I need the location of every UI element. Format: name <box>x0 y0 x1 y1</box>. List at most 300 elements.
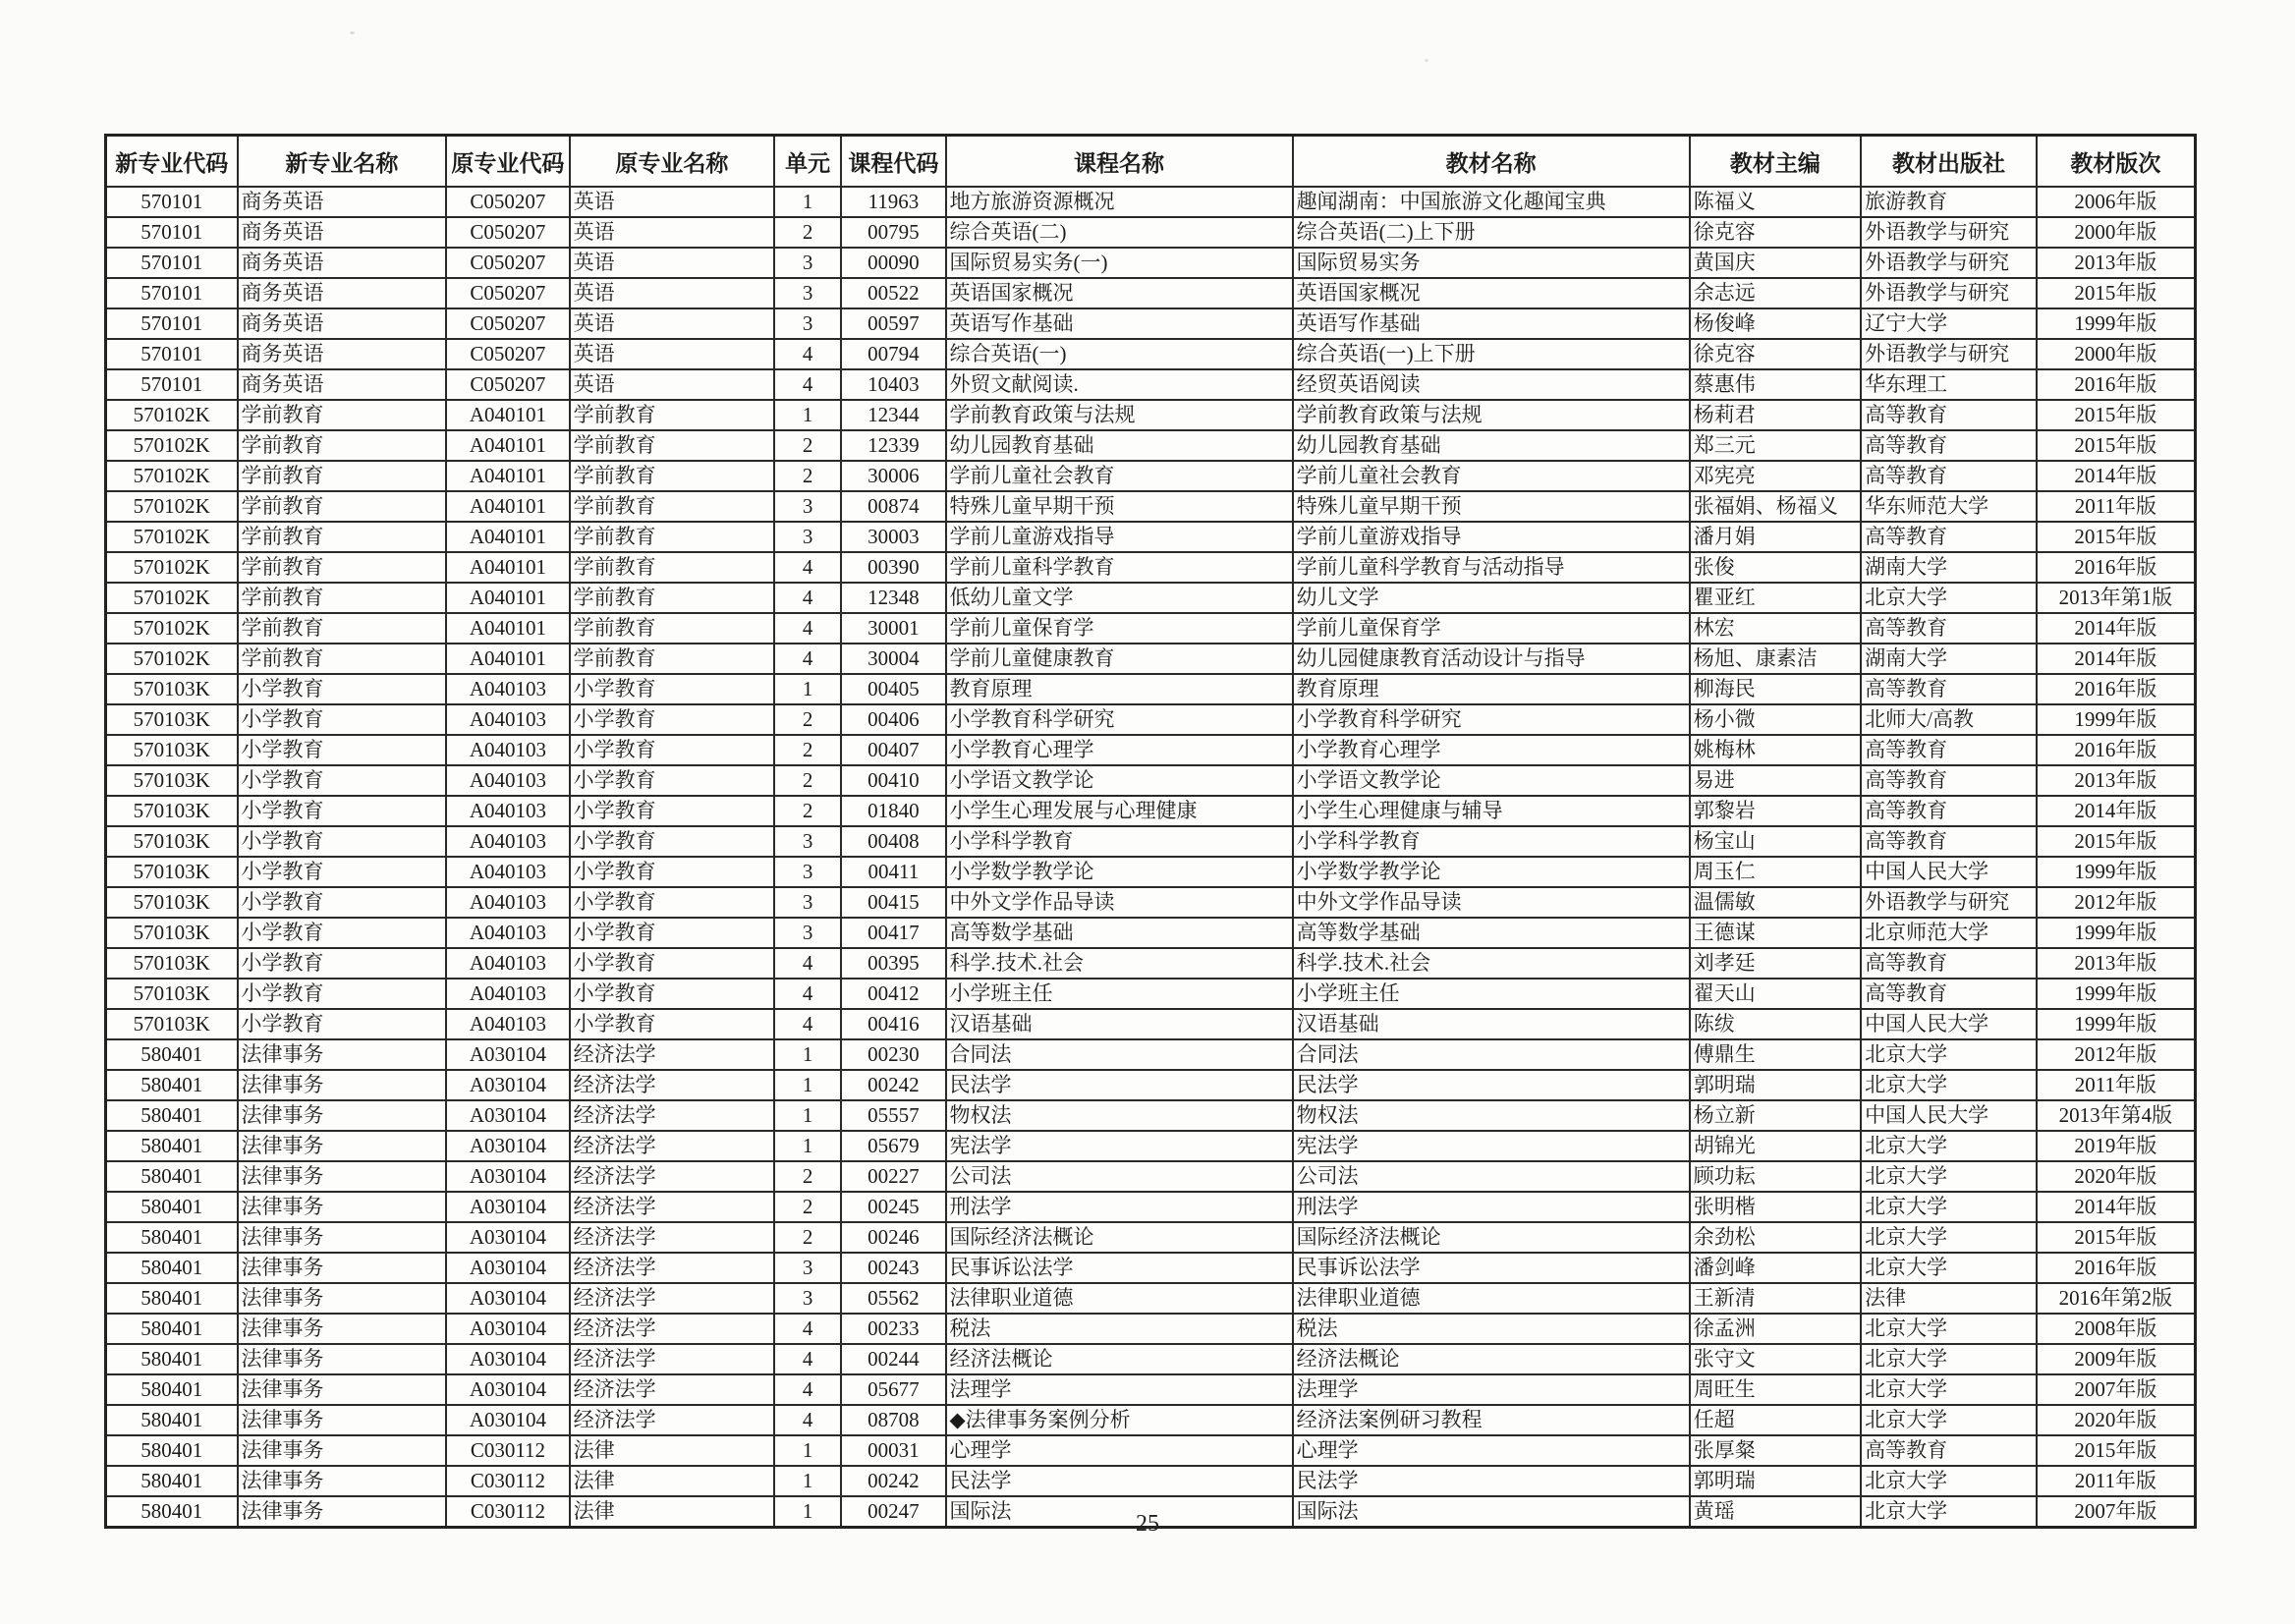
table-cell: 郭明瑞 <box>1690 1070 1861 1100</box>
table-cell: A040101 <box>446 522 569 552</box>
table-cell: A030104 <box>446 1161 569 1192</box>
table-cell: 法律事务 <box>238 1466 447 1496</box>
table-cell: 法律事务 <box>238 1314 447 1344</box>
header-row <box>106 136 2196 188</box>
table-cell: 2014年版 <box>2037 1192 2196 1222</box>
table-cell: 陈绂 <box>1690 1009 1861 1039</box>
table-cell: 00247 <box>841 1496 945 1528</box>
table-cell: ◆法律事务案例分析 <box>946 1405 1293 1435</box>
table-row <box>106 613 2196 644</box>
table-cell: 北京大学 <box>1861 1222 2037 1253</box>
table-cell: 湖南大学 <box>1861 552 2037 583</box>
table-cell: 30004 <box>841 644 945 674</box>
table-cell: 12344 <box>841 400 945 430</box>
table-cell: 580401 <box>106 1496 238 1528</box>
table-cell: 周旺生 <box>1690 1374 1861 1405</box>
table-cell: 2020年版 <box>2037 1161 2196 1192</box>
table-cell: 580401 <box>106 1100 238 1131</box>
table-cell: 王新清 <box>1690 1283 1861 1314</box>
table-cell: C030112 <box>446 1466 569 1496</box>
table-cell: 570103K <box>106 796 238 826</box>
table-cell: 林宏 <box>1690 613 1861 644</box>
table-cell: 2 <box>774 461 841 491</box>
table-row <box>106 918 2196 948</box>
table-cell: 1 <box>774 1100 841 1131</box>
table-cell: 法律 <box>570 1466 774 1496</box>
table-cell: A040103 <box>446 887 569 918</box>
table-cell: 学前教育 <box>570 644 774 674</box>
table-cell: 徐孟洲 <box>1690 1314 1861 1344</box>
table-cell: 杨立新 <box>1690 1100 1861 1131</box>
table-cell: 580401 <box>106 1192 238 1222</box>
table-cell: 570102K <box>106 491 238 522</box>
table-cell: 05677 <box>841 1374 945 1405</box>
table-cell: 570102K <box>106 522 238 552</box>
table-cell: 综合英语(一) <box>946 339 1293 369</box>
table-cell: 00246 <box>841 1222 945 1253</box>
table-cell: 公司法 <box>1293 1161 1690 1192</box>
table-cell: 税法 <box>946 1314 1293 1344</box>
table-cell: 3 <box>774 918 841 948</box>
table-cell: 2014年版 <box>2037 461 2196 491</box>
table-cell: 2016年版 <box>2037 552 2196 583</box>
table-cell: 3 <box>774 491 841 522</box>
table-cell: 00522 <box>841 278 945 308</box>
table-cell: 580401 <box>106 1161 238 1192</box>
table-cell: 物权法 <box>1293 1100 1690 1131</box>
table-cell: 英语 <box>570 308 774 339</box>
table-cell: 翟天山 <box>1690 979 1861 1009</box>
table-cell: 00395 <box>841 948 945 979</box>
table-cell: 4 <box>774 369 841 400</box>
table-cell: 学前教育政策与法规 <box>1293 400 1690 430</box>
table-cell: 经济法概论 <box>946 1344 1293 1374</box>
table-cell: 00406 <box>841 704 945 735</box>
table-cell: 2014年版 <box>2037 796 2196 826</box>
table-cell: 05679 <box>841 1131 945 1161</box>
table-cell: 00245 <box>841 1192 945 1222</box>
table-cell: 法律 <box>570 1435 774 1466</box>
table-cell: A040101 <box>446 644 569 674</box>
table-cell: 外贸文献阅读. <box>946 369 1293 400</box>
table-cell: 00410 <box>841 765 945 796</box>
table-cell: 国际法 <box>1293 1496 1690 1528</box>
table-cell: 高等教育 <box>1861 613 2037 644</box>
table-cell: 学前教育 <box>570 613 774 644</box>
table-cell: 学前儿童科学教育与活动指导 <box>1293 552 1690 583</box>
table-cell: 法律事务 <box>238 1100 447 1131</box>
table-cell: 570102K <box>106 613 238 644</box>
table-cell: 1999年版 <box>2037 1009 2196 1039</box>
table-cell: 高等教育 <box>1861 796 2037 826</box>
table-cell: 580401 <box>106 1131 238 1161</box>
table-row <box>106 1283 2196 1314</box>
table-cell: 心理学 <box>946 1435 1293 1466</box>
table-cell: 法律事务 <box>238 1039 447 1070</box>
table-cell: 中外文学作品导读 <box>1293 887 1690 918</box>
scan-speck <box>1425 59 1428 62</box>
table-cell: 北京大学 <box>1861 1161 2037 1192</box>
table-cell: A030104 <box>446 1192 569 1222</box>
table-cell: 学前儿童保育学 <box>946 613 1293 644</box>
table-cell: 高等教育 <box>1861 1435 2037 1466</box>
table-cell: 法律事务 <box>238 1435 447 1466</box>
table-cell: 经济法案例研习教程 <box>1293 1405 1690 1435</box>
table-cell: 经济法学 <box>570 1283 774 1314</box>
table-cell: 学前儿童科学教育 <box>946 552 1293 583</box>
table-row <box>106 187 2196 217</box>
table-cell: 小学教育 <box>238 674 447 704</box>
table-cell: 30001 <box>841 613 945 644</box>
table-cell: A040103 <box>446 735 569 765</box>
table-cell: 570101 <box>106 187 238 217</box>
table-cell: 幼儿园教育基础 <box>1293 430 1690 461</box>
table-cell: 英语 <box>570 248 774 278</box>
table-cell: 经济法学 <box>570 1100 774 1131</box>
table-row <box>106 552 2196 583</box>
table-row <box>106 674 2196 704</box>
table-cell: 旅游教育 <box>1861 187 2037 217</box>
table-cell: 1 <box>774 400 841 430</box>
table-cell: 民事诉讼法学 <box>1293 1253 1690 1283</box>
table-cell: 学前儿童社会教育 <box>946 461 1293 491</box>
table-cell: 2011年版 <box>2037 1466 2196 1496</box>
table-cell: 民法学 <box>1293 1070 1690 1100</box>
table-cell: A040103 <box>446 918 569 948</box>
table-cell: 经济法学 <box>570 1222 774 1253</box>
table-cell: 570101 <box>106 308 238 339</box>
table-row <box>106 491 2196 522</box>
table-cell: 00242 <box>841 1466 945 1496</box>
table-cell: A040101 <box>446 613 569 644</box>
table-cell: 2014年版 <box>2037 613 2196 644</box>
table-cell: 4 <box>774 1374 841 1405</box>
column-header: 教材出版社 <box>1861 136 2037 188</box>
table-cell: A040103 <box>446 704 569 735</box>
table-cell: 英语 <box>570 217 774 248</box>
table-cell: A040103 <box>446 857 569 887</box>
table-cell: 2011年版 <box>2037 491 2196 522</box>
table-cell: 2 <box>774 735 841 765</box>
table-cell: 经济法学 <box>570 1374 774 1405</box>
table-cell: 小学教育 <box>238 826 447 857</box>
table-cell: 小学教育 <box>238 704 447 735</box>
table-cell: 学前教育 <box>570 583 774 613</box>
table-cell: 潘月娟 <box>1690 522 1861 552</box>
table-cell: 小学教育 <box>238 857 447 887</box>
table-cell: 小学教育 <box>238 796 447 826</box>
table-cell: 2008年版 <box>2037 1314 2196 1344</box>
table-cell: 科学.技术.社会 <box>946 948 1293 979</box>
table-cell: 学前教育 <box>238 644 447 674</box>
table-cell: 中国人民大学 <box>1861 1009 2037 1039</box>
table-cell: 北京大学 <box>1861 1405 2037 1435</box>
column-header: 课程名称 <box>946 136 1293 188</box>
table-cell: 华东理工 <box>1861 369 2037 400</box>
table-cell: 小学教育 <box>570 1009 774 1039</box>
table-cell: 580401 <box>106 1374 238 1405</box>
table-cell: 教育原理 <box>1293 674 1690 704</box>
table-cell: 经济法学 <box>570 1253 774 1283</box>
table-cell: 2012年版 <box>2037 1039 2196 1070</box>
table-cell: 570102K <box>106 400 238 430</box>
table-cell: 2014年版 <box>2037 644 2196 674</box>
table-cell: 小学班主任 <box>1293 979 1690 1009</box>
table-cell: 2013年版 <box>2037 248 2196 278</box>
table-cell: 1999年版 <box>2037 857 2196 887</box>
table-cell: C050207 <box>446 339 569 369</box>
table-cell: 570102K <box>106 583 238 613</box>
table-cell: 小学教育 <box>238 765 447 796</box>
table-cell: 580401 <box>106 1314 238 1344</box>
table-cell: 商务英语 <box>238 217 447 248</box>
table-row <box>106 948 2196 979</box>
table-cell: 3 <box>774 1253 841 1283</box>
table-cell: 杨莉君 <box>1690 400 1861 430</box>
table-cell: 08708 <box>841 1405 945 1435</box>
table-cell: 2015年版 <box>2037 1222 2196 1253</box>
table-cell: C050207 <box>446 248 569 278</box>
table-cell: 4 <box>774 979 841 1009</box>
table-cell: 英语 <box>570 339 774 369</box>
table-cell: 地方旅游资源概况 <box>946 187 1293 217</box>
table-cell: 国际经济法概论 <box>946 1222 1293 1253</box>
table-cell: 法律事务 <box>238 1374 447 1405</box>
table-cell: 小学教育 <box>570 857 774 887</box>
table-cell: 00795 <box>841 217 945 248</box>
table-cell: 2012年版 <box>2037 887 2196 918</box>
table-cell: A030104 <box>446 1374 569 1405</box>
table-cell: 小学教育 <box>570 796 774 826</box>
table-cell: C050207 <box>446 308 569 339</box>
table-cell: 经贸英语阅读 <box>1293 369 1690 400</box>
column-header: 新专业名称 <box>238 136 447 188</box>
table-cell: 潘剑峰 <box>1690 1253 1861 1283</box>
table-cell: 杨宝山 <box>1690 826 1861 857</box>
table-cell: 1999年版 <box>2037 704 2196 735</box>
table-cell: 傅鼎生 <box>1690 1039 1861 1070</box>
table-cell: 小学教育 <box>570 765 774 796</box>
table-cell: 570103K <box>106 887 238 918</box>
table-cell: A030104 <box>446 1131 569 1161</box>
table-cell: A040103 <box>446 979 569 1009</box>
table-cell: 易进 <box>1690 765 1861 796</box>
table-cell: 1 <box>774 1435 841 1466</box>
table-cell: 特殊儿童早期干预 <box>1293 491 1690 522</box>
table-cell: 小学教育 <box>238 735 447 765</box>
table-cell: 中国人民大学 <box>1861 857 2037 887</box>
table-cell: 00411 <box>841 857 945 887</box>
table-cell: 学前教育 <box>238 583 447 613</box>
table-cell: 北京师范大学 <box>1861 918 2037 948</box>
table-cell: C050207 <box>446 217 569 248</box>
table-cell: 570101 <box>106 339 238 369</box>
table-cell: 570103K <box>106 918 238 948</box>
table-cell: C050207 <box>446 278 569 308</box>
table-cell: 经济法学 <box>570 1161 774 1192</box>
table-cell: 民法学 <box>946 1070 1293 1100</box>
table-cell: 2 <box>774 796 841 826</box>
table-cell: 2015年版 <box>2037 400 2196 430</box>
table-row <box>106 796 2196 826</box>
course-textbook-table <box>104 134 2197 1529</box>
table-cell: A040101 <box>446 430 569 461</box>
table-cell: 张守文 <box>1690 1344 1861 1374</box>
table-cell: 北京大学 <box>1861 1374 2037 1405</box>
table-cell: 外语教学与研究 <box>1861 887 2037 918</box>
table-cell: 小学教育 <box>238 979 447 1009</box>
table-cell: 学前教育 <box>238 491 447 522</box>
table-cell: 商务英语 <box>238 339 447 369</box>
table-cell: 2 <box>774 217 841 248</box>
table-row <box>106 1161 2196 1192</box>
table-cell: 2016年版 <box>2037 1253 2196 1283</box>
table-cell: 英语写作基础 <box>1293 308 1690 339</box>
table-cell: 小学教育 <box>570 948 774 979</box>
table-cell: 2000年版 <box>2037 217 2196 248</box>
table-cell: 2007年版 <box>2037 1496 2196 1528</box>
table-cell: 小学教育 <box>570 918 774 948</box>
table-row <box>106 826 2196 857</box>
table-cell: 杨旭、康素洁 <box>1690 644 1861 674</box>
table-row <box>106 339 2196 369</box>
table-cell: 高等数学基础 <box>1293 918 1690 948</box>
table-cell: 2 <box>774 430 841 461</box>
table-cell: 580401 <box>106 1070 238 1100</box>
table-cell: 学前教育 <box>570 461 774 491</box>
table-cell: 580401 <box>106 1466 238 1496</box>
table-cell: 高等教育 <box>1861 735 2037 765</box>
table-cell: 小学科学教育 <box>946 826 1293 857</box>
table-cell: A040103 <box>446 674 569 704</box>
table-cell: 3 <box>774 857 841 887</box>
table-cell: 2 <box>774 765 841 796</box>
table-cell: 12339 <box>841 430 945 461</box>
table-row <box>106 735 2196 765</box>
table-cell: 学前儿童游戏指导 <box>946 522 1293 552</box>
table-cell: 3 <box>774 826 841 857</box>
table-row <box>106 1100 2196 1131</box>
table-row <box>106 400 2196 430</box>
table-cell: 民法学 <box>946 1466 1293 1496</box>
table-cell: 3 <box>774 278 841 308</box>
table-cell: 经济法学 <box>570 1039 774 1070</box>
table-cell: 小学生心理发展与心理健康 <box>946 796 1293 826</box>
table-cell: A040103 <box>446 1009 569 1039</box>
table-cell: A030104 <box>446 1222 569 1253</box>
table-cell: 2007年版 <box>2037 1374 2196 1405</box>
table-cell: 3 <box>774 522 841 552</box>
table-cell: 1 <box>774 1039 841 1070</box>
table-cell: 郭黎岩 <box>1690 796 1861 826</box>
table-cell: 小学教育 <box>238 918 447 948</box>
table-cell: 合同法 <box>946 1039 1293 1070</box>
table-row <box>106 1070 2196 1100</box>
table-cell: A030104 <box>446 1314 569 1344</box>
table-cell: 幼儿文学 <box>1293 583 1690 613</box>
table-cell: 王德谋 <box>1690 918 1861 948</box>
column-header: 教材主编 <box>1690 136 1861 188</box>
table-cell: 4 <box>774 613 841 644</box>
table-cell: 陈福义 <box>1690 187 1861 217</box>
table-cell: 幼儿园教育基础 <box>946 430 1293 461</box>
table-cell: 综合英语(二) <box>946 217 1293 248</box>
table-cell: 00597 <box>841 308 945 339</box>
table-row <box>106 857 2196 887</box>
table-cell: 4 <box>774 583 841 613</box>
table-cell: 学前教育 <box>238 430 447 461</box>
table-cell: 法律职业道德 <box>1293 1283 1690 1314</box>
table-cell: 国际经济法概论 <box>1293 1222 1690 1253</box>
table-cell: 00090 <box>841 248 945 278</box>
table-cell: 法律 <box>570 1496 774 1528</box>
table-cell: 小学数学教学论 <box>946 857 1293 887</box>
table-cell: 英语国家概况 <box>946 278 1293 308</box>
table-cell: 小学班主任 <box>946 979 1293 1009</box>
table-row <box>106 217 2196 248</box>
table-cell: 00408 <box>841 826 945 857</box>
table-row <box>106 583 2196 613</box>
table-cell: 00874 <box>841 491 945 522</box>
table-cell: 570103K <box>106 735 238 765</box>
table-cell: 2016年版 <box>2037 735 2196 765</box>
table-cell: A040101 <box>446 400 569 430</box>
table-cell: 中国人民大学 <box>1861 1100 2037 1131</box>
table-cell: A030104 <box>446 1253 569 1283</box>
table-cell: 小学教育 <box>570 674 774 704</box>
table-row <box>106 979 2196 1009</box>
table-row <box>106 1435 2196 1466</box>
table-cell: A030104 <box>446 1100 569 1131</box>
table-cell: 法律 <box>1861 1283 2037 1314</box>
table-cell: 4 <box>774 1009 841 1039</box>
table-cell: 00390 <box>841 552 945 583</box>
table-cell: 1 <box>774 674 841 704</box>
table-cell: 570102K <box>106 552 238 583</box>
table-cell: 学前教育 <box>570 522 774 552</box>
table-cell: 570103K <box>106 826 238 857</box>
table-cell: 10403 <box>841 369 945 400</box>
table-cell: C050207 <box>446 187 569 217</box>
table-row <box>106 1009 2196 1039</box>
table-row <box>106 1222 2196 1253</box>
table-row <box>106 765 2196 796</box>
table-cell: 小学教育科学研究 <box>946 704 1293 735</box>
table-cell: 物权法 <box>946 1100 1293 1131</box>
table-cell: 小学教育心理学 <box>1293 735 1690 765</box>
table-cell: 学前教育 <box>570 491 774 522</box>
table-cell: 北京大学 <box>1861 1344 2037 1374</box>
table-cell: 法律事务 <box>238 1161 447 1192</box>
table-cell: 4 <box>774 1405 841 1435</box>
table-cell: A040103 <box>446 948 569 979</box>
table-cell: 北京大学 <box>1861 1253 2037 1283</box>
table-cell: 2016年版 <box>2037 369 2196 400</box>
table-cell: 小学教育心理学 <box>946 735 1293 765</box>
table-cell: 英语国家概况 <box>1293 278 1690 308</box>
table-cell: A040103 <box>446 826 569 857</box>
table-cell: 2015年版 <box>2037 430 2196 461</box>
table-cell: 学前教育 <box>570 552 774 583</box>
table-cell: 小学生心理健康与辅导 <box>1293 796 1690 826</box>
table-cell: 4 <box>774 948 841 979</box>
table-cell: 宪法学 <box>946 1131 1293 1161</box>
table-cell: 北京大学 <box>1861 1496 2037 1528</box>
table-cell: 张明楷 <box>1690 1192 1861 1222</box>
table-row <box>106 522 2196 552</box>
column-header: 原专业代码 <box>446 136 569 188</box>
table-cell: 00417 <box>841 918 945 948</box>
